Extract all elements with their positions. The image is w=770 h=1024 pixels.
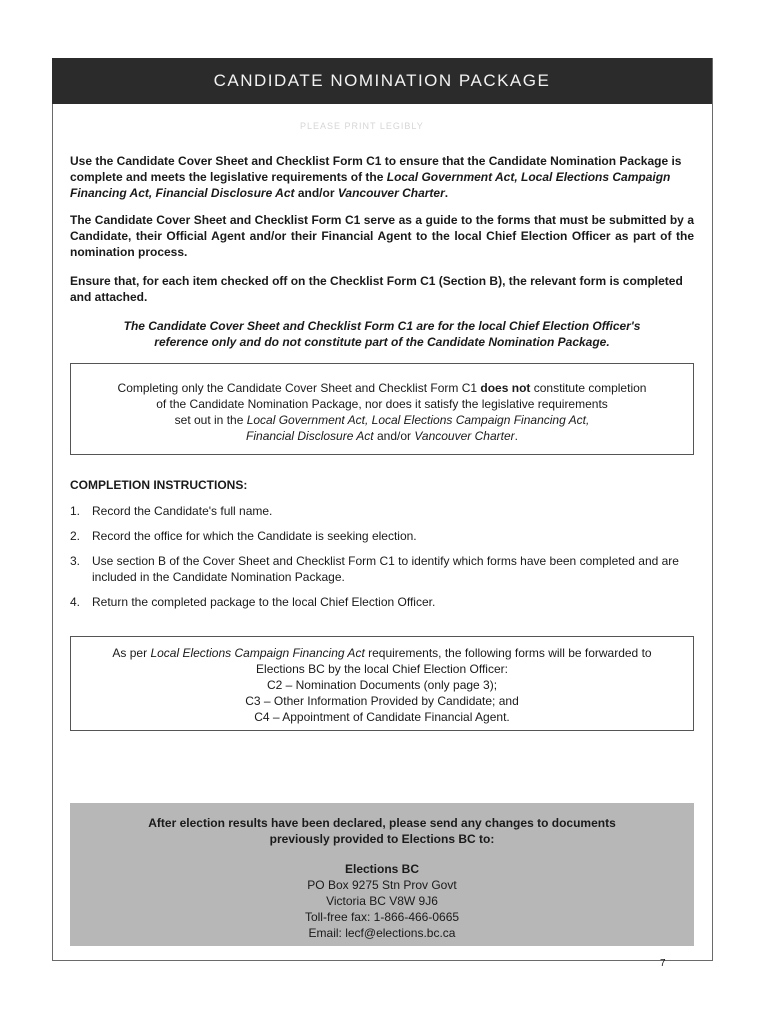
reference-note [70,318,694,350]
notice-l3-acts: Local Government Act, Local Elections Campaign Financing Act, [246,413,590,427]
notice-l1-b: constitute completion [530,381,647,395]
step-text: Use section B of the Cover Sheet and Checklist Form C1 to identify which forms have been completed and are included in the Candidate Nomination Package. [92,554,679,584]
step-number: 1. [70,504,81,518]
notice-l1-a: Completing only the Candidate Cover Sheet and Checklist Form C1 [117,381,481,395]
forwarding-line-5: C4 – Appointment of Candidate Financial Agent. [254,710,510,724]
notice-l3-a: set out in the [174,413,247,427]
step-number: 4. [70,595,81,609]
intro-p1-and: and/or [294,186,338,200]
instruction-step [70,594,694,610]
forwarding-l1-b: requirements, the following forms will be forwarded to [364,646,652,660]
intro-p1-acts: Local Government Act, Local Elections Campaign Financing Act, Financial Disclosure Act [70,170,671,200]
notice-box [70,363,694,455]
contact-email: Email: lecf@elections.bc.ca [308,926,456,940]
step-number: 3. [70,554,81,568]
notice-line-3 [71,412,693,428]
instruction-step [70,503,694,519]
forwarding-line-3: C2 – Nomination Documents (only page 3); [266,678,498,692]
forwarding-line-4: C3 – Other Information Provided by Candidate; and [245,694,519,708]
intro-p1-text: Use the Candidate Cover Sheet and Checklist Form C1 to ensure that the Candidate Nomination Package is complete and meets the legislative requirements of the [70,154,682,184]
contact-line-2: previously provided to Elections BC to: [269,832,495,846]
completion-instructions-heading: COMPLETION INSTRUCTIONS: [70,478,248,492]
notice-line-4 [71,428,693,444]
header-banner [52,58,712,104]
notice-l4-act: Financial Disclosure Act [246,429,374,443]
faint-bleedthrough-text: PLEASE PRINT LEGIBLY [300,121,424,131]
instruction-step [70,553,694,585]
page-title: CANDIDATE NOMINATION PACKAGE [213,71,551,90]
contact-address-1: PO Box 9275 Stn Prov Govt [307,878,457,892]
contact-line-1: After election results have been declared, please send any changes to documents [148,816,616,830]
note-line-1: The Candidate Cover Sheet and Checklist Form C1 are for the local Chief Election Officer's [123,319,641,333]
forwarding-l1-a: As per [112,646,151,660]
instruction-step [70,528,694,544]
contact-fax: Toll-free fax: 1-866-466-0665 [304,910,460,924]
step-text: Record the office for which the Candidate is seeking election. [92,529,417,543]
notice-l1-bold: does not [480,381,531,395]
notice-l4-end: . [514,429,518,443]
intro-paragraph-3: Ensure that, for each item checked off on the Checklist Form C1 (Section B), the relevant form is completed and attached. [70,274,683,304]
notice-line-1 [71,380,693,396]
page-number: 7 [660,958,666,969]
step-text: Record the Candidate's full name. [92,504,273,518]
contact-panel [70,803,694,946]
step-text: Return the completed package to the local Chief Election Officer. [92,595,436,609]
contact-org: Elections BC [344,862,419,876]
notice-line-2: of the Candidate Nomination Package, nor does it satisfy the legislative requirements [156,397,608,411]
contact-address-2: Victoria BC V8W 9J6 [326,894,438,908]
instruction-list [70,503,694,610]
notice-l4-and: and/or [373,429,415,443]
intro-p1-charter: Vancouver Charter [337,186,445,200]
forwarding-line-1 [71,645,693,661]
step-number: 2. [70,529,81,543]
intro-paragraph-1 [70,153,694,201]
forwarding-l1-act: Local Elections Campaign Financing Act [150,646,365,660]
forwarding-line-2: Elections BC by the local Chief Election Officer: [256,662,508,676]
note-line-2: reference only and do not constitute part of the Candidate Nomination Package. [154,335,610,349]
notice-l4-charter: Vancouver Charter [414,429,515,443]
intro-paragraph-2: The Candidate Cover Sheet and Checklist Form C1 serve as a guide to the forms that must be submitted by a Candidate, their Official Agent and/or their Financial Agent to the local Chief Election Officer as part of the nomination process. [70,213,694,259]
forwarding-box [70,636,694,731]
intro-p1-end: . [444,186,449,200]
